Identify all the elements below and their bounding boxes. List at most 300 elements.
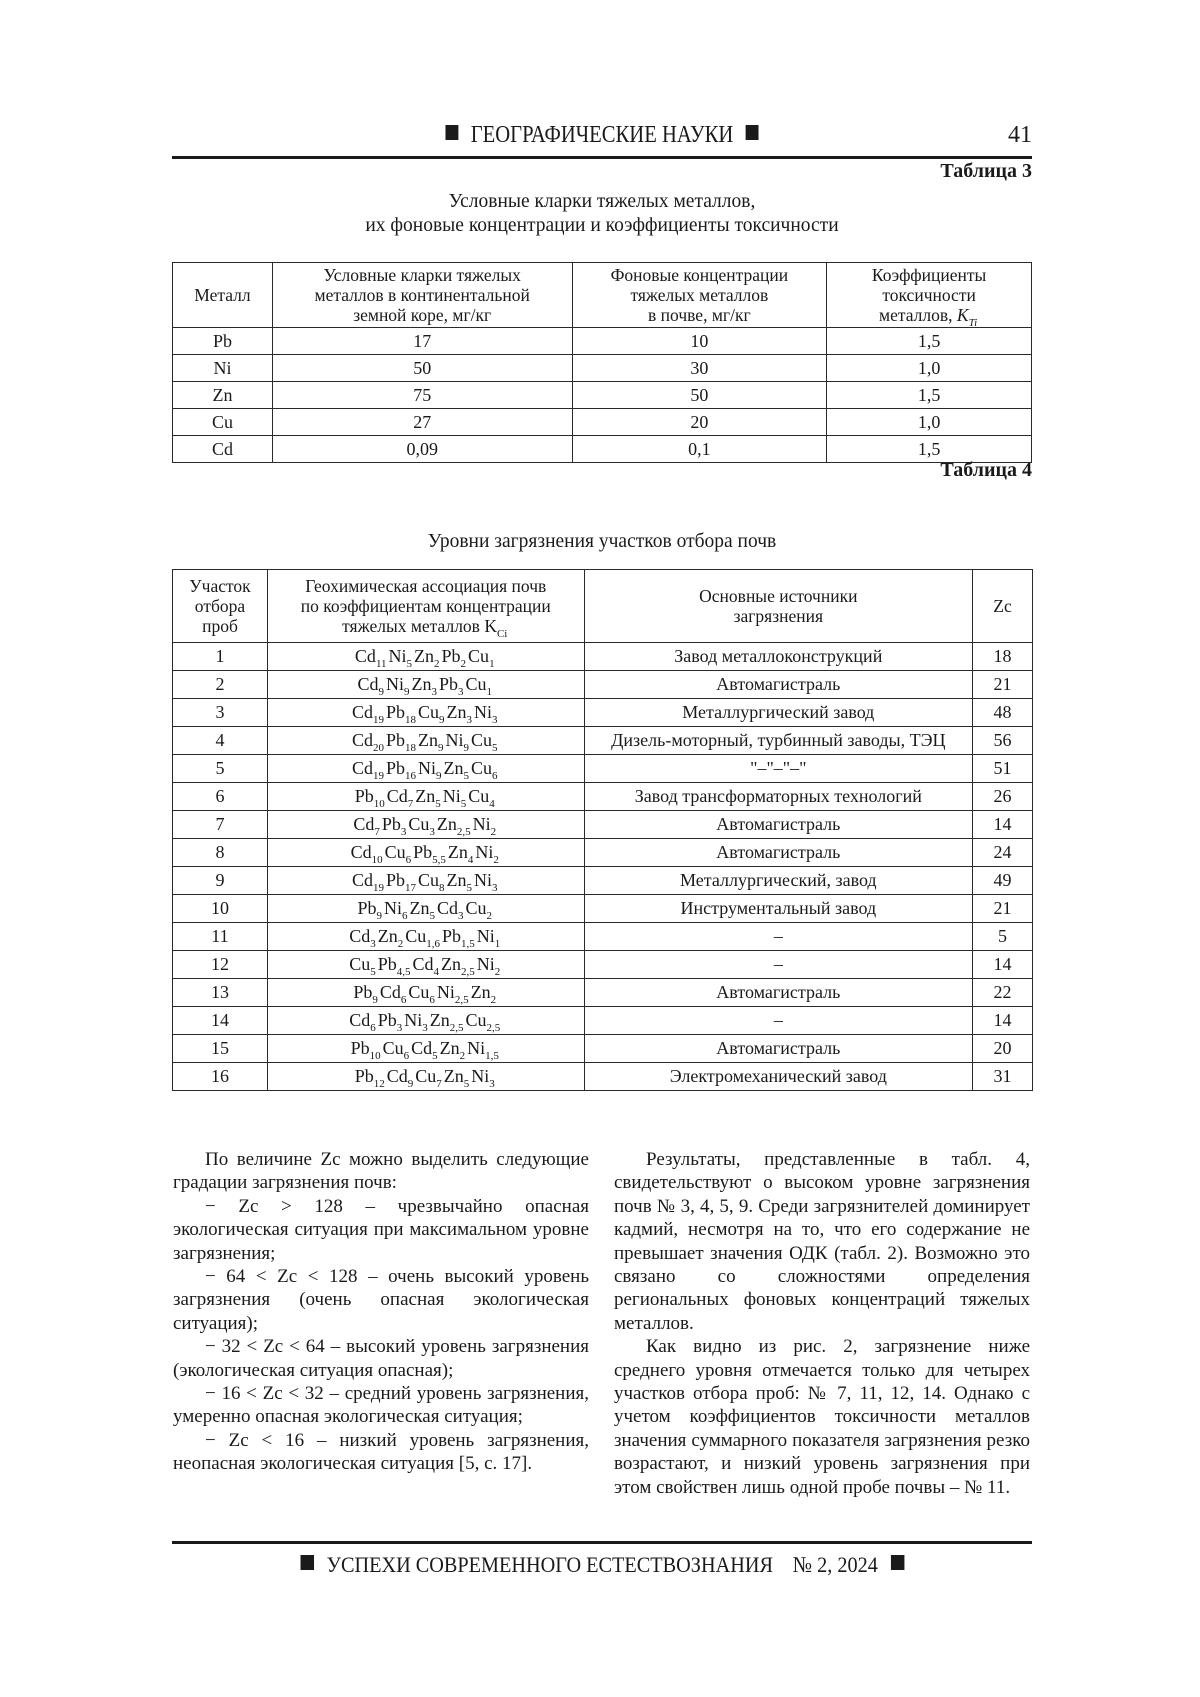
table4-body <box>173 643 1033 1091</box>
element-coefficient: 7 <box>407 798 414 810</box>
section-title-wrap <box>232 122 972 149</box>
element-symbol: Pb <box>381 814 401 834</box>
element-coefficient: 1,6 <box>426 938 440 950</box>
zc-cell: 14 <box>973 1007 1033 1035</box>
element-symbol: Cd <box>386 786 408 806</box>
element-coefficient: 8 <box>439 882 445 894</box>
element-coefficient: 3 <box>458 686 464 698</box>
element-coefficient: 2,5 <box>461 966 475 978</box>
element-coefficient: 1,5 <box>485 1050 499 1062</box>
header-rule <box>172 156 1032 159</box>
metal-cell: Cu <box>173 409 273 436</box>
site-cell: 1 <box>173 643 268 671</box>
element-coefficient: 20 <box>372 742 384 754</box>
element-coefficient: 3 <box>400 826 407 838</box>
element-symbol: Zn <box>439 1038 460 1058</box>
header-text: металлов, <box>879 305 957 325</box>
element-symbol: Pb <box>353 982 373 1002</box>
element-symbol: Zn <box>443 758 464 778</box>
zc-cell: 24 <box>973 839 1033 867</box>
table4-row <box>173 755 1033 783</box>
element-symbol: Cd <box>349 1010 371 1030</box>
element-symbol: Cd <box>386 1066 408 1086</box>
table3-row <box>173 409 1032 436</box>
header-line: металлов в континентальной <box>314 285 530 305</box>
association-cell <box>267 951 584 979</box>
header-text: тяжелых металлов <box>342 616 485 636</box>
header-line: Условные кларки тяжелых <box>323 265 521 285</box>
source-cell: – <box>584 951 973 979</box>
element-coefficient: 1 <box>494 938 501 950</box>
footer-inner <box>288 1552 917 1578</box>
element-symbol: Pb <box>441 646 461 666</box>
element-symbol: Pb <box>413 842 433 862</box>
site-cell: 9 <box>173 867 268 895</box>
site-cell: 13 <box>173 979 268 1007</box>
background-cell: 50 <box>572 382 827 409</box>
element-coefficient: 3 <box>370 938 376 950</box>
header-line: проб <box>202 616 238 636</box>
association-cell <box>267 839 584 867</box>
source-cell: Автомагистраль <box>584 671 973 699</box>
element-coefficient: 10 <box>369 1050 381 1062</box>
zc-cell: 18 <box>973 643 1033 671</box>
association-cell <box>267 1007 584 1035</box>
table4-header-sources <box>584 570 973 643</box>
element-symbol: Zn <box>436 814 457 834</box>
site-cell: 3 <box>173 699 268 727</box>
header-line: в почве, мг/кг <box>648 305 751 325</box>
background-cell: 20 <box>572 409 827 436</box>
association-cell <box>267 895 584 923</box>
element-symbol: Pb <box>385 730 405 750</box>
element-coefficient: 3 <box>396 1022 403 1034</box>
table4-row <box>173 699 1033 727</box>
element-coefficient: 7 <box>436 1078 442 1090</box>
site-cell: 10 <box>173 895 268 923</box>
element-symbol: Cd <box>351 730 373 750</box>
source-cell: Электромеханический завод <box>584 1063 973 1091</box>
clarke-cell: 0,09 <box>272 436 572 463</box>
source-cell: Инструментальный завод <box>584 895 973 923</box>
site-cell: 6 <box>173 783 268 811</box>
element-coefficient: 9 <box>407 1078 414 1090</box>
paragraph: По величине Zc можно выделить следующие градации загрязнения почв: <box>173 1149 589 1194</box>
element-coefficient: 18 <box>405 742 416 754</box>
clarke-cell: 17 <box>272 328 572 355</box>
page-number: 41 <box>1008 122 1032 148</box>
toxicity-cell: 1,5 <box>827 328 1032 355</box>
zc-cell: 5 <box>973 923 1033 951</box>
toxicity-cell: 1,5 <box>827 382 1032 409</box>
element-symbol: Pb <box>442 926 462 946</box>
element-coefficient: 2 <box>397 938 404 950</box>
element-symbol: Zn <box>377 926 398 946</box>
element-coefficient: 9 <box>436 770 442 782</box>
background-cell: 0,1 <box>572 436 827 463</box>
element-coefficient: 5 <box>432 1050 438 1062</box>
element-symbol: Zn <box>415 786 436 806</box>
kci-symbol-sub: Ci <box>496 628 508 640</box>
element-symbol: Ni <box>474 702 493 722</box>
header-line: тяжелых металлов <box>630 285 769 305</box>
element-symbol: Pb <box>438 674 458 694</box>
source-cell: "–"–"–" <box>584 755 973 783</box>
table3-row <box>173 382 1032 409</box>
element-coefficient: 6 <box>403 1050 410 1062</box>
paragraph: Результаты, представленные в табл. 4, свидетельствуют о высоком уровне загрязнения почв № 3, 4, 5, 9. Среди загрязнителей доминирует кадмий, несмотря на то, что его содержание не превышает значения ОДК (табл. 2). Возможно это связано со сложностями определения региональных фоновых концентраций тяжелых металлов. <box>614 1149 1030 1334</box>
association-cell <box>267 783 584 811</box>
element-symbol: Ni <box>388 646 407 666</box>
element-symbol: Zn <box>409 898 430 918</box>
table3-caption-line2: их фоновые концентрации и коэффициенты токсичности <box>365 215 839 236</box>
source-cell: – <box>584 923 973 951</box>
element-coefficient: 3 <box>458 910 464 922</box>
table3-label: Таблица 3 <box>940 160 1032 182</box>
element-symbol: Pb <box>357 898 377 918</box>
element-symbol: Ni <box>442 786 461 806</box>
paragraph: − Zc < 16 – низкий уровень загрязнения, неопасная экологическая ситуация [5, с. 17]. <box>173 1429 589 1475</box>
element-coefficient: 9 <box>439 714 445 726</box>
element-symbol: Pb <box>350 1038 370 1058</box>
table4-row <box>173 979 1033 1007</box>
element-coefficient: 3 <box>489 1078 495 1090</box>
element-coefficient: 3 <box>429 826 435 838</box>
element-symbol: Cd <box>411 1038 433 1058</box>
element-coefficient: 2 <box>493 854 499 866</box>
element-coefficient: 2 <box>490 826 497 838</box>
metal-cell: Zn <box>173 382 273 409</box>
metal-cell: Cd <box>173 436 273 463</box>
element-coefficient: 2,5 <box>449 1022 464 1034</box>
element-symbol: Cd <box>436 898 458 918</box>
clarke-cell: 75 <box>272 382 572 409</box>
header-line: токсичности <box>882 285 976 305</box>
element-symbol: Ni <box>385 674 404 694</box>
element-coefficient: 19 <box>372 882 384 894</box>
element-symbol: Pb <box>385 870 405 890</box>
element-coefficient: 2 <box>494 966 501 978</box>
table4-header-row <box>173 570 1033 643</box>
element-symbol: Cd <box>357 674 379 694</box>
element-symbol: Pb <box>385 758 405 778</box>
element-symbol: Pb <box>377 954 397 974</box>
table3-body <box>173 328 1032 463</box>
background-cell: 30 <box>572 355 827 382</box>
element-coefficient: 12 <box>373 1078 385 1090</box>
header-line: Участок <box>189 576 251 596</box>
element-coefficient: 6 <box>400 994 407 1006</box>
running-header <box>172 118 1032 158</box>
zc-cell: 49 <box>973 867 1033 895</box>
element-coefficient: 1 <box>486 686 493 698</box>
element-symbol: Zn <box>418 730 438 750</box>
element-symbol: Ni <box>467 1038 486 1058</box>
header-line <box>271 616 581 640</box>
zc-cell: 14 <box>973 811 1033 839</box>
association-cell <box>267 979 584 1007</box>
element-symbol: Ni <box>445 730 464 750</box>
background-cell: 10 <box>572 328 827 355</box>
table4-row <box>173 923 1033 951</box>
running-footer <box>172 1552 1032 1578</box>
element-coefficient: 2,5 <box>456 826 471 838</box>
element-symbol: Cd <box>351 758 373 778</box>
element-symbol: Pb <box>377 1010 397 1030</box>
source-cell: Автомагистраль <box>584 811 973 839</box>
element-symbol: Cd <box>351 702 373 722</box>
element-symbol: Ni <box>418 758 436 778</box>
element-symbol: Cd <box>379 982 401 1002</box>
element-symbol: Zn <box>446 702 467 722</box>
kci-symbol: K <box>484 616 497 636</box>
source-cell: Автомагистраль <box>584 1035 973 1063</box>
source-cell: Автомагистраль <box>584 979 973 1007</box>
element-coefficient: 4 <box>467 854 474 866</box>
site-cell: 14 <box>173 1007 268 1035</box>
source-cell: Автомагистраль <box>584 839 973 867</box>
clarke-cell: 50 <box>272 355 572 382</box>
element-symbol: Cu <box>471 758 493 778</box>
association-cell <box>267 811 584 839</box>
table3-caption-line1: Условные кларки тяжелых металлов, <box>448 191 756 212</box>
footer-rule <box>172 1541 1032 1544</box>
element-coefficient: 9 <box>403 686 410 698</box>
element-coefficient: 1,5 <box>461 938 475 950</box>
association-cell <box>267 671 584 699</box>
paragraph: − 32 < Zc < 64 – высокий уровень загрязнения (экологическая ситуация опасная); <box>173 1336 589 1381</box>
header-line: Коэффициенты <box>871 265 987 285</box>
element-coefficient: 6 <box>405 854 412 866</box>
header-line: Геохимическая ассоциация почв <box>305 576 547 596</box>
element-coefficient: 5 <box>435 798 441 810</box>
table3-row <box>173 328 1032 355</box>
table4-row <box>173 895 1033 923</box>
zc-cell: 20 <box>973 1035 1033 1063</box>
header-line: по коэффициентам концентрации <box>300 596 551 616</box>
source-cell: Завод трансформаторных технологий <box>584 783 973 811</box>
element-coefficient: 2 <box>490 994 497 1006</box>
element-coefficient: 19 <box>372 770 384 782</box>
element-coefficient: 16 <box>405 770 416 782</box>
element-symbol: Cu <box>382 1038 404 1058</box>
table3-row <box>173 355 1032 382</box>
element-symbol: Ni <box>404 1010 423 1030</box>
element-coefficient: 9 <box>463 742 469 754</box>
clarke-cell: 27 <box>272 409 572 436</box>
toxicity-symbol-sub: Ti <box>968 317 978 329</box>
element-symbol: Ni <box>436 982 455 1002</box>
header-line: земной коре, мг/кг <box>353 305 492 325</box>
table3 <box>172 262 1032 463</box>
element-symbol: Cu <box>408 982 430 1002</box>
source-cell: Завод металлоконструкций <box>584 643 973 671</box>
toxicity-symbol: K <box>956 305 969 325</box>
element-coefficient: 2,5 <box>486 1022 501 1034</box>
element-symbol: Zn <box>414 646 435 666</box>
element-coefficient: 11 <box>375 658 387 670</box>
element-symbol: Cd <box>349 926 371 946</box>
zc-cell: 21 <box>973 671 1033 699</box>
element-symbol: Cu <box>465 1010 487 1030</box>
site-cell: 5 <box>173 755 268 783</box>
element-symbol: Cu <box>384 842 406 862</box>
element-coefficient: 2 <box>486 910 493 922</box>
source-cell: Дизель-моторный, турбинный заводы, ТЭЦ <box>584 727 973 755</box>
site-cell: 7 <box>173 811 268 839</box>
body-column-right <box>614 1148 1030 1499</box>
table4-label: Таблица 4 <box>940 459 1032 481</box>
table4-row <box>173 839 1033 867</box>
element-symbol: Zn <box>446 870 467 890</box>
body-column-left <box>173 1148 589 1476</box>
header-line <box>830 305 1028 329</box>
element-coefficient: 3 <box>466 714 473 726</box>
table4-row <box>173 811 1033 839</box>
element-symbol: Cu <box>349 954 371 974</box>
journal-title: УСПЕХИ СОВРЕМЕННОГО ЕСТЕСТВОЗНАНИЯ <box>326 1552 773 1577</box>
element-symbol: Ni <box>476 926 495 946</box>
element-coefficient: 9 <box>376 910 382 922</box>
element-coefficient: 5 <box>492 742 498 754</box>
table4-header-site <box>173 570 268 643</box>
element-symbol: Ni <box>383 898 402 918</box>
toxicity-cell: 1,0 <box>827 409 1032 436</box>
toxicity-cell: 1,5 <box>827 436 1032 463</box>
element-coefficient: 10 <box>371 854 383 866</box>
element-symbol: Zn <box>429 1010 450 1030</box>
element-symbol: Zn <box>441 954 462 974</box>
table4-row <box>173 1007 1033 1035</box>
element-coefficient: 9 <box>372 994 378 1006</box>
element-symbol: Cd <box>354 646 376 666</box>
zc-cell: 48 <box>973 699 1033 727</box>
table4-row <box>173 1063 1033 1091</box>
element-symbol: Cd <box>353 814 375 834</box>
element-symbol: Pb <box>385 702 405 722</box>
zc-cell: 21 <box>973 895 1033 923</box>
header-line: отбора <box>194 596 246 616</box>
association-cell <box>267 699 584 727</box>
element-coefficient: 6 <box>401 910 408 922</box>
element-coefficient: 2 <box>460 658 467 670</box>
element-symbol: Zn <box>443 1066 464 1086</box>
element-symbol: Zn <box>470 982 491 1002</box>
element-coefficient: 9 <box>378 686 384 698</box>
element-coefficient: 9 <box>438 742 444 754</box>
element-symbol: Ni <box>475 842 494 862</box>
element-coefficient: 5 <box>460 798 467 810</box>
zc-cell: 14 <box>973 951 1033 979</box>
table4-row <box>173 643 1033 671</box>
table4-row <box>173 1035 1033 1063</box>
element-coefficient: 7 <box>374 826 380 838</box>
metal-cell: Pb <box>173 328 273 355</box>
element-symbol: Cd <box>351 870 373 890</box>
table4 <box>172 569 1033 1091</box>
element-coefficient: 18 <box>405 714 416 726</box>
element-symbol: Cd <box>350 842 372 862</box>
table4-header-association <box>267 570 584 643</box>
element-coefficient: 3 <box>422 1022 428 1034</box>
element-symbol: Cu <box>471 730 493 750</box>
toxicity-cell: 1,0 <box>827 355 1032 382</box>
zc-cell: 31 <box>973 1063 1033 1091</box>
table3-header-metal: Металл <box>173 263 273 328</box>
site-cell: 2 <box>173 671 268 699</box>
paragraph: − 64 < Zc < 128 – очень высокий уровень загрязнения (очень опасная экологическая ситуация); <box>173 1266 589 1334</box>
element-coefficient: 17 <box>405 882 416 894</box>
element-coefficient: 2 <box>434 658 440 670</box>
square-bullet-icon <box>446 125 459 140</box>
table4-caption: Уровни загрязнения участков отбора почв <box>427 531 777 552</box>
element-coefficient: 3 <box>492 714 498 726</box>
association-cell <box>267 1035 584 1063</box>
association-cell <box>267 727 584 755</box>
element-symbol: Ni <box>471 1066 490 1086</box>
element-symbol: Cu <box>418 870 440 890</box>
section-title: ГЕОГРАФИЧЕСКИЕ НАУКИ <box>470 122 734 148</box>
association-cell <box>267 867 584 895</box>
header-line: Основные источники <box>699 586 858 606</box>
source-cell: – <box>584 1007 973 1035</box>
table4-row <box>173 867 1033 895</box>
site-cell: 8 <box>173 839 268 867</box>
paragraph: − 16 < Zc < 32 – средний уровень загрязнения, умеренно опасная экологическая ситуация; <box>173 1383 589 1428</box>
association-cell <box>267 1063 584 1091</box>
element-symbol: Zn <box>447 842 468 862</box>
element-coefficient: 6 <box>429 994 435 1006</box>
element-symbol: Cu <box>468 786 490 806</box>
paragraph: − Zc > 128 – чрезвычайно опасная экологическая ситуация при максимальном уровне загрязнения; <box>173 1195 589 1264</box>
zc-cell: 56 <box>973 727 1033 755</box>
element-coefficient: 5 <box>463 770 469 782</box>
site-cell: 11 <box>173 923 268 951</box>
element-coefficient: 2,5 <box>454 994 469 1006</box>
element-symbol: Cu <box>405 926 427 946</box>
element-coefficient: 3 <box>492 882 498 894</box>
table3-row <box>173 436 1032 463</box>
issue-number: № 2, 2024 <box>792 1552 878 1577</box>
element-coefficient: 4,5 <box>396 966 411 978</box>
association-cell <box>267 923 584 951</box>
element-symbol: Pb <box>354 786 374 806</box>
element-coefficient: 10 <box>373 798 385 810</box>
element-coefficient: 5 <box>370 966 376 978</box>
element-coefficient: 2 <box>459 1050 466 1062</box>
element-coefficient: 5 <box>429 910 435 922</box>
table3-header-toxicity <box>827 263 1032 328</box>
element-symbol: Zn <box>411 674 432 694</box>
element-symbol: Cu <box>465 898 487 918</box>
square-bullet-icon <box>300 1555 314 1570</box>
element-symbol: Cu <box>468 646 490 666</box>
source-cell: Металлургический, завод <box>584 867 973 895</box>
element-coefficient: 5,5 <box>432 854 446 866</box>
element-coefficient: 5 <box>466 882 473 894</box>
element-coefficient: 19 <box>372 714 384 726</box>
square-bullet-icon <box>890 1555 904 1570</box>
element-coefficient: 3 <box>431 686 437 698</box>
paragraph: Как видно из рис. 2, загрязнение ниже среднего уровня отмечается только для четырех участков отбора проб: № 7, 11, 12, 14. Однако с учетом коэффициентов токсичности металлов значения суммарного показателя загрязнения резко возрастают, и низкий уровень загрязнения при этом свойствен лишь одной пробе почвы – № 11. <box>614 1336 1030 1498</box>
table4-row <box>173 783 1033 811</box>
element-coefficient: 6 <box>370 1022 376 1034</box>
element-coefficient: 1 <box>489 658 495 670</box>
element-coefficient: 5 <box>406 658 413 670</box>
site-cell: 16 <box>173 1063 268 1091</box>
element-coefficient: 4 <box>489 798 495 810</box>
element-symbol: Ni <box>476 954 495 974</box>
